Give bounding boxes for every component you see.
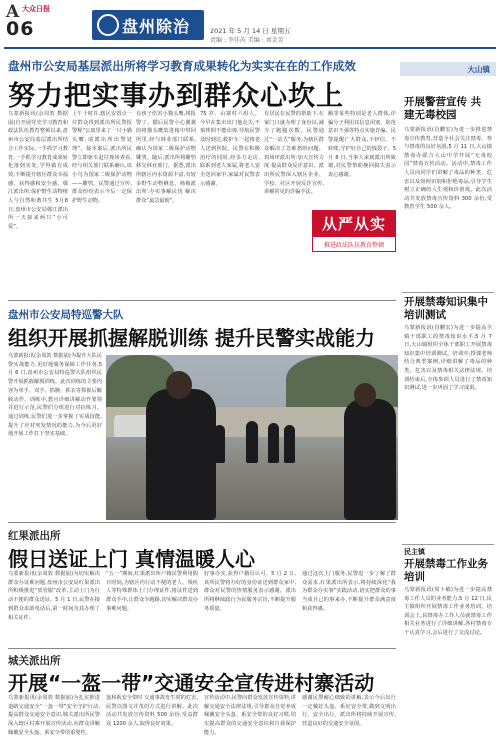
header-rule xyxy=(4,47,496,49)
training-body: 乌蒙新报讯(余周敦 数据崩)为提升大队民警实战能力,更好地服务保障工作任务,5 月 6 日,盘州市公安局特巡警大队组织民警开展抓握解脱训练。此次训练的主要内容为单手、双手、抓腕、抓衣等抓握后解脱动作。训练中,教官详细讲解动作要领并进行示范,民警们分组进行对抗练习。通过训练,民警们进一步掌握了实战技能,提升了应对突发情况的能力,为今后更好地开展工作打下坚实基础。 xyxy=(8,353,102,438)
right-story3-body: 乌蒙新报讯(周卜敏)为进一步提高禁毒工作人员的业务能力,5 月 12 日,民主镇组织开展禁毒工作业务培训。培训会上,县禁毒办工作人员就禁毒工作相关业务进行了详细讲解,各村禁毒专干认真学习,会后进行了交流讨论。 xyxy=(404,587,492,636)
emblem-icon xyxy=(97,14,119,36)
section-divider xyxy=(8,300,396,301)
hongli-headline: 假日送证上门 真情温暖人心 xyxy=(8,547,255,571)
lead-column-3: 有孩子伤害小猫头鹰,将报警了。猫后民警小心翼翼的将猫头鹰装进箱中带回所里,经与林业部门联系,确认为国家二级保护动物雕鸮。随后,派出所将雕鸮移交林业部门。据悉,派出所辖区内水资源丰富,有较多野生动物栖息。杨梅派出所:办实事解民忧 解决群众“最急最盼”。 xyxy=(136,111,196,205)
chengguan-column-2: 盔和系安全带时 交通事故发生时的危害,民警以图文并茂的方式进行讲解。此次活动共发放宣传资料 500 余份,受益群众 1200 余人,取得良好效果。 xyxy=(106,695,198,728)
lead-column-5: 有居民在民警的帮助下,在家门口就办理了身份证,减少了跑腿次数。民警通过“一站式”服务,为辖区群众解决了急难愁盼问题。鸡场坪派出所:加大宣传力度 提高群众反诈意识。派出所民警深入辖区企业、学校、社区开展反诈宣传,讲解常见的诈骗手法。 xyxy=(264,111,324,196)
badge-subtitle: 推进政法队伍教育整顿 xyxy=(323,242,384,249)
lead-column-4: 75 岁、山寨村六组人。今早在集市出门他走失,不慎摔倒不能动弹,导航民警及时到达,救护车一起将老人送到医院。民警在积极治疗的同时,经多方走访,联系到老人家属,将老人安全送回家中,家属对民警表示感谢。 xyxy=(200,111,260,187)
hongli-column-2: “五一”期间,红果派出所户籍民警利用假日时间,为辖区内行动不便的老人、残疾人等特殊群体上门办理证件,将证件送到群众手中,让群众少跑路,切实解决群众办事难问题。 xyxy=(106,571,198,612)
badge-title: 从严从实 xyxy=(313,211,395,237)
masthead xyxy=(0,0,500,48)
right-story2-headline: 开展禁毒知识集中培训测试 xyxy=(404,296,488,321)
right-divider xyxy=(402,292,494,293)
right-section-label: 大山镇 xyxy=(400,62,496,76)
section-banner xyxy=(92,10,204,40)
page-letter: A xyxy=(6,2,20,22)
section-title: 盘州除治 xyxy=(122,17,191,36)
lead-kicker: 盘州市公安局基层派出所将学习教育成果转化为实实在在的工作成效 xyxy=(8,59,356,73)
chengguan-column-4: 感谢民警耐心细致的讲解,表示今后出行一定戴好头盔、系好安全带,做到文明出行、安全出行。派出所将持续开展宣传,营造良好的交通安全氛围。 xyxy=(302,695,396,728)
right-story3-headline: 开展禁毒工作业务培训 xyxy=(404,558,488,583)
section-divider xyxy=(8,648,396,649)
hongli-column-1: 乌蒙新报讯(余周敦 数据崩)为切实解决群众办证难问题,盘州市公安局红果派出所积极推进“放管服”改革,主动上门为行动不便的群众送证。5 月 1 日,民警在接到群众求助电话后,第一时间为其办理了相关证件。 xyxy=(8,571,100,621)
lead-headline: 努力把实事办到群众心坎上 xyxy=(8,81,344,112)
lead-column-6: 额等某些特别是老人群体,诈骗分子利用其信息闭塞、防范意识不强等特点实施诈骗。民警提醒广大群众,不轻信、不转账,守护好自己的钱袋子。5 月 8 日,当事人来到派出所致谢,对民警帮助挽回损失表示衷心感谢。 xyxy=(328,111,396,178)
lead-column-1: 乌蒙新报讯(余周敦 数据崩)自开展党史学习教育和政法队伍教育整顿以来,盘州市公安局基层派出所结合工作实际,一手抓学习教育,一手抓学习教育成果转化落到实处,学得做有成效,不断提升辖区群众幸福感、获得感和安全感。鄣江派出所:保护野生动物植 人与自然和谐共生 5月8日,盘州市公安局鄣江派出所一天接来两只“小可爱”。 xyxy=(8,111,68,231)
chengguan-headline: 开展“一盔一带”交通安全宣传进村寨活动 xyxy=(8,671,375,695)
right-story1-body: 乌蒙新报讯(肖鹏宏)为进一步推进禁毒宣传教育,营造全社会关注禁毒、参与禁毒的良好氛围,5 月 11 日,大山镇禁毒办联合大山中学开展“无毒校园”禁毒宣传活动。活动中,禁毒工作人员向同学们讲解了毒品的种类、危害以及如何识别和拒绝毒品,引导学生树立正确的人生观和价值观。此次活动共发放禁毒宣传资料 300 余份,受教育学生 500 余人。 xyxy=(404,127,492,211)
edition-date: 2021 年 5 月 14 日 星期五 xyxy=(210,27,291,35)
hongli-column-3: 好事办实,获得户籍员认可。5 月 2 日,该所民警将办好的身份证送到群众家中,群众对民警的热情服务表示感谢。派出所将继续践行为民服务宗旨,不断提升服务质量。 xyxy=(204,571,296,612)
chengguan-column-3: 宣传活动中,民警向群众发放宣传资料,讲解交通安全法律法规,引导群众自觉养成佩戴安全头盔、系安全带的良好习惯,切实提高群众的交通安全意识和自我保护能力。 xyxy=(204,695,296,736)
lead-column-2: 上午十时许,辖区安置点一位群众找到派出所民警报警称“公寓里来了一只小猫头鹰,请派出所出警处理”。接本案后,派出所民警立即驱车赶往现场查看,经与相关部门联系确认,该小鸟为国家二级保护动物——雕鸮。民警通过宣传,群众纷纷表示今后一定保护野生动物。 xyxy=(72,111,132,205)
campaign-badge xyxy=(312,210,396,252)
paper-logo: 大众日报 xyxy=(22,5,50,13)
training-headline: 组织开展抓握解脱训练 提升民警实战能力 xyxy=(8,326,375,350)
training-photo xyxy=(106,355,398,520)
right-divider xyxy=(402,544,494,545)
chengguan-column-1: 乌蒙新报讯(余周敦 数据崩)为扎实推进道路交通安全“一盔一带”安全守护行动,提高群众交通安全意识,城关派出所民警深入辖区村寨开展宣传活动,向群众讲解佩戴安全头盔、系安全带的重要性。 xyxy=(8,695,100,736)
section-divider xyxy=(8,522,396,523)
training-kicker: 盘州市公安局特巡警大队 xyxy=(8,309,124,321)
edition-staff: 责编 : 李佳芮 美编 : 刘金芳 xyxy=(210,37,284,44)
hongli-kicker: 红果派出所 xyxy=(8,530,61,542)
hongli-column-4: 通过这次上门服务,民警进一步了解了群众需求,红果派出所表示,将持续深化“我为群众办实事”实践活动,切实把群众的事当成自己的事来办,不断提升群众满意度和获得感。 xyxy=(302,571,396,612)
right-story2-body: 乌蒙新报讯(肖鹏宏)为进一步提高全镇干部职工的禁毒知识水平,5 月 7 日,大山镇组织全体干部职工开展禁毒知识集中培训测试。培训中,授课老师结合典型案例,详细讲解了毒品的种类、危害以及禁毒相关法律法规。培训结束后,全体参训人员进行了禁毒知识测试,进一步巩固了学习成果。 xyxy=(404,325,492,392)
chengguan-kicker: 城关派出所 xyxy=(8,655,61,667)
right-story1-headline: 开展警营宣传 共建无毒校园 xyxy=(404,96,482,121)
right-story3-kicker: 民主镇 xyxy=(404,548,425,556)
page-number: 06 xyxy=(6,18,35,40)
